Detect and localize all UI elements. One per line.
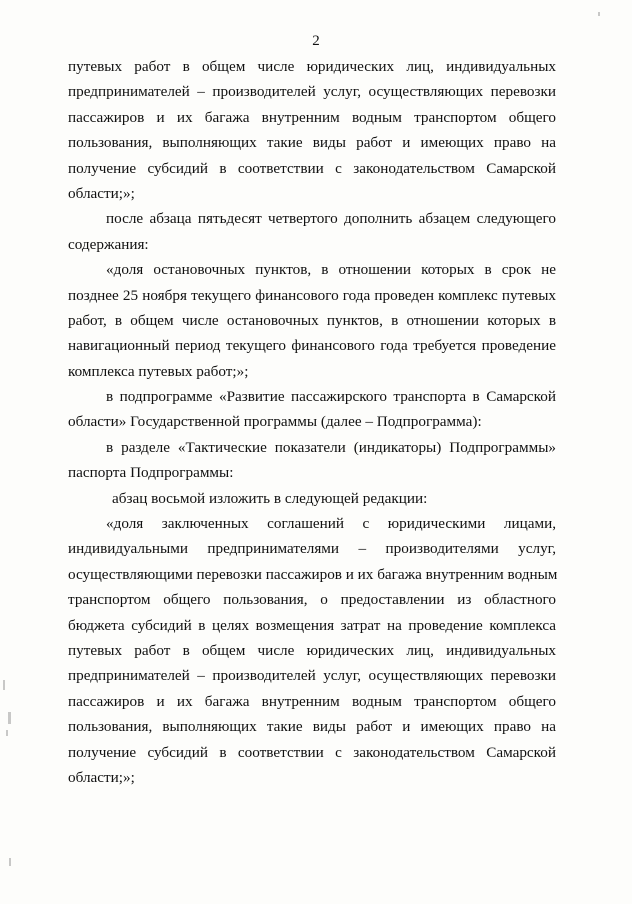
text-line: паспорта Подпрограммы: xyxy=(68,464,234,482)
paragraph-section xyxy=(68,438,556,489)
text-line: навигационный период текущего финансового года требуется проведение xyxy=(68,337,556,355)
scan-speck xyxy=(6,730,8,736)
scan-speck xyxy=(9,858,11,866)
text-line: «доля заключенных соглашений с юридическими лицами, xyxy=(106,515,556,533)
text-line: пользования, выполняющих такие виды работ и имеющих право на xyxy=(68,134,556,152)
paragraph-amendment-instruction xyxy=(68,209,556,260)
scan-speck xyxy=(8,712,11,724)
text-line: путевых работ в общем числе юридических лиц, индивидуальных xyxy=(68,58,556,75)
text-line: в подпрограмме «Развитие пассажирского транспорта в Самарской xyxy=(106,388,556,406)
paragraph-quoted-indicator xyxy=(68,260,556,387)
scan-speck xyxy=(598,12,600,16)
paragraph-continuation xyxy=(68,57,556,209)
scan-speck xyxy=(3,680,5,690)
paragraph-eighth-clause xyxy=(68,489,556,514)
text-line: комплекса путевых работ;»; xyxy=(68,362,249,380)
text-line: в разделе «Тактические показатели (индикаторы) Подпрограммы» xyxy=(106,438,556,456)
text-line: области;»; xyxy=(68,768,135,786)
text-line: пассажиров и их багажа внутренним водным транспортом общего xyxy=(68,692,556,710)
text-line: транспортом общего пользования, о предоставлении из областного xyxy=(68,591,556,609)
text-line: путевых работ в общем числе юридических лиц, индивидуальных xyxy=(68,641,556,659)
text-line: после абзаца пятьдесят четвертого дополнить абзацем следующего xyxy=(106,210,556,228)
text-line: «доля остановочных пунктов, в отношении которых в срок не xyxy=(106,261,556,279)
paragraph-quoted-indicator-2 xyxy=(68,514,556,793)
document-body xyxy=(68,57,556,793)
text-line: осуществляющими перевозки пассажиров и их багажа внутренним водным xyxy=(68,565,558,583)
text-line: бюджета субсидий в целях возмещения затрат на проведение комплекса xyxy=(68,616,556,634)
text-line: пассажиров и их багажа внутренним водным транспортом общего xyxy=(68,108,556,126)
text-line: пользования, выполняющих такие виды работ и имеющих право на xyxy=(68,718,556,736)
text-line: позднее 25 ноября текущего финансового года проведен комплекс путевых xyxy=(68,286,556,304)
page-number: 2 xyxy=(312,33,320,49)
text-line: получение субсидий в соответствии с законодательством Самарской xyxy=(68,743,556,761)
paragraph-subprogram xyxy=(68,387,556,438)
text-line: абзац восьмой изложить в следующей редакции: xyxy=(112,489,428,507)
text-line: работ, в общем числе остановочных пунктов, в отношении которых в xyxy=(68,311,556,329)
text-line: получение субсидий в соответствии с законодательством Самарской xyxy=(68,159,556,177)
text-line: содержания: xyxy=(68,235,149,253)
text-line: области;»; xyxy=(68,184,135,202)
text-line: индивидуальными предпринимателями – производителями услуг, xyxy=(68,540,556,558)
text-line: предпринимателей – производителей услуг, осуществляющих перевозки xyxy=(68,83,556,101)
text-line: области» Государственной программы (далее – Подпрограмма): xyxy=(68,413,482,431)
text-line: предпринимателей – производителей услуг, осуществляющих перевозки xyxy=(68,667,556,685)
